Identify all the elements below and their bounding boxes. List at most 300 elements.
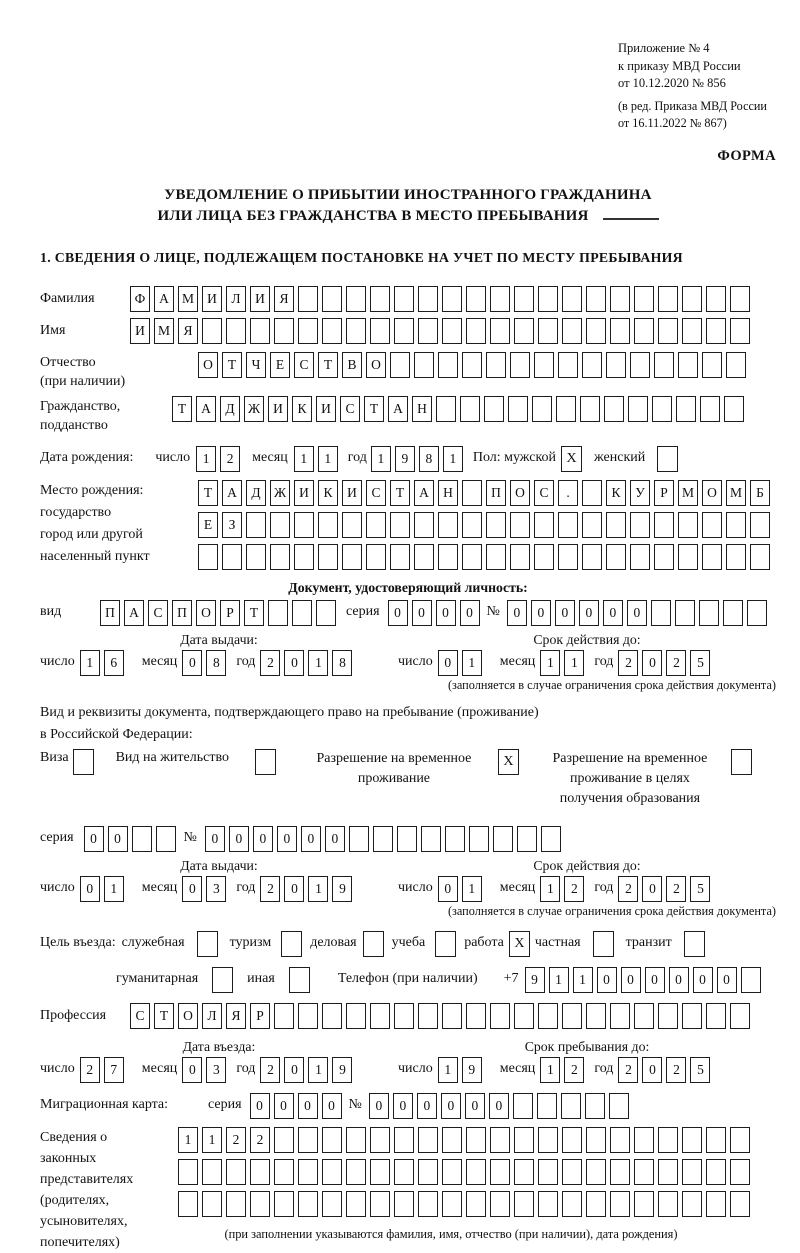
char-cell[interactable] <box>298 1003 318 1029</box>
char-cell[interactable]: Н <box>412 396 432 422</box>
char-cell[interactable]: Е <box>198 512 218 538</box>
char-cell[interactable]: 2 <box>250 1127 270 1153</box>
char-cell[interactable]: Т <box>154 1003 174 1029</box>
char-cell[interactable]: 2 <box>564 876 584 902</box>
char-cell[interactable] <box>586 286 606 312</box>
res-valid-month-cells[interactable] <box>540 876 588 902</box>
char-cell[interactable] <box>586 1003 606 1029</box>
char-cell[interactable] <box>202 1159 222 1185</box>
char-cell[interactable] <box>394 1159 414 1185</box>
representatives-cells-row3[interactable] <box>178 1191 754 1217</box>
char-cell[interactable] <box>442 1003 462 1029</box>
char-cell[interactable] <box>318 512 338 538</box>
birth-month-cells[interactable] <box>294 446 342 472</box>
char-cell[interactable] <box>538 1191 558 1217</box>
char-cell[interactable]: 0 <box>84 826 104 852</box>
char-cell[interactable] <box>702 512 722 538</box>
char-cell[interactable] <box>730 318 750 344</box>
char-cell[interactable]: 0 <box>436 600 456 626</box>
doc-number-cells[interactable] <box>507 600 771 626</box>
char-cell[interactable] <box>370 1191 390 1217</box>
char-cell[interactable] <box>490 318 510 344</box>
char-cell[interactable] <box>514 1003 534 1029</box>
char-cell[interactable]: 7 <box>104 1057 124 1083</box>
char-cell[interactable] <box>513 1093 533 1119</box>
char-cell[interactable]: 2 <box>260 876 280 902</box>
checkbox-temp-permit[interactable]: X <box>498 749 519 775</box>
char-cell[interactable]: 0 <box>531 600 551 626</box>
char-cell[interactable] <box>682 1159 702 1185</box>
char-cell[interactable] <box>349 826 369 852</box>
checkbox-purpose-humanitarian[interactable] <box>212 967 233 993</box>
char-cell[interactable] <box>585 1093 605 1119</box>
char-cell[interactable]: 0 <box>369 1093 389 1119</box>
char-cell[interactable] <box>490 1127 510 1153</box>
char-cell[interactable]: О <box>702 480 722 506</box>
char-cell[interactable] <box>724 396 744 422</box>
char-cell[interactable]: 0 <box>645 967 665 993</box>
char-cell[interactable] <box>346 286 366 312</box>
char-cell[interactable] <box>226 318 246 344</box>
char-cell[interactable] <box>634 1127 654 1153</box>
char-cell[interactable] <box>706 1191 726 1217</box>
char-cell[interactable] <box>445 826 465 852</box>
char-cell[interactable]: 2 <box>618 876 638 902</box>
char-cell[interactable] <box>682 286 702 312</box>
char-cell[interactable]: С <box>148 600 168 626</box>
char-cell[interactable] <box>514 1159 534 1185</box>
char-cell[interactable]: 0 <box>274 1093 294 1119</box>
char-cell[interactable] <box>558 544 578 570</box>
char-cell[interactable] <box>490 1003 510 1029</box>
char-cell[interactable] <box>418 318 438 344</box>
char-cell[interactable]: 9 <box>395 446 415 472</box>
char-cell[interactable]: 0 <box>465 1093 485 1119</box>
char-cell[interactable] <box>682 1003 702 1029</box>
char-cell[interactable] <box>418 1191 438 1217</box>
char-cell[interactable]: 6 <box>104 650 124 676</box>
char-cell[interactable] <box>342 544 362 570</box>
char-cell[interactable] <box>370 318 390 344</box>
char-cell[interactable]: 0 <box>205 826 225 852</box>
res-issue-month-cells[interactable] <box>182 876 230 902</box>
char-cell[interactable]: 1 <box>371 446 391 472</box>
char-cell[interactable] <box>366 512 386 538</box>
char-cell[interactable]: Я <box>226 1003 246 1029</box>
char-cell[interactable] <box>394 1191 414 1217</box>
char-cell[interactable]: 2 <box>220 446 240 472</box>
profession-cells[interactable] <box>130 1003 754 1029</box>
char-cell[interactable]: Д <box>220 396 240 422</box>
doc-series-cells[interactable] <box>388 600 484 626</box>
char-cell[interactable]: 1 <box>438 1057 458 1083</box>
char-cell[interactable] <box>202 1191 222 1217</box>
char-cell[interactable] <box>538 1159 558 1185</box>
char-cell[interactable] <box>397 826 417 852</box>
char-cell[interactable]: К <box>292 396 312 422</box>
char-cell[interactable] <box>534 512 554 538</box>
char-cell[interactable]: Б <box>750 480 770 506</box>
char-cell[interactable]: . <box>558 480 578 506</box>
char-cell[interactable]: 2 <box>618 1057 638 1083</box>
char-cell[interactable]: 0 <box>80 876 100 902</box>
char-cell[interactable] <box>706 1159 726 1185</box>
char-cell[interactable] <box>538 1003 558 1029</box>
char-cell[interactable]: А <box>154 286 174 312</box>
char-cell[interactable]: Т <box>222 352 242 378</box>
char-cell[interactable] <box>750 512 770 538</box>
char-cell[interactable]: И <box>342 480 362 506</box>
char-cell[interactable] <box>706 1127 726 1153</box>
char-cell[interactable] <box>486 352 506 378</box>
char-cell[interactable] <box>534 544 554 570</box>
representatives-cells-row2[interactable] <box>178 1159 754 1185</box>
char-cell[interactable]: 1 <box>178 1127 198 1153</box>
char-cell[interactable]: 0 <box>412 600 432 626</box>
char-cell[interactable] <box>250 1191 270 1217</box>
char-cell[interactable] <box>414 352 434 378</box>
char-cell[interactable] <box>658 1127 678 1153</box>
char-cell[interactable] <box>250 318 270 344</box>
char-cell[interactable] <box>178 1191 198 1217</box>
char-cell[interactable] <box>508 396 528 422</box>
char-cell[interactable]: Я <box>274 286 294 312</box>
char-cell[interactable] <box>702 544 722 570</box>
char-cell[interactable]: 1 <box>540 876 560 902</box>
char-cell[interactable] <box>390 352 410 378</box>
char-cell[interactable] <box>582 352 602 378</box>
char-cell[interactable]: 0 <box>417 1093 437 1119</box>
char-cell[interactable] <box>418 286 438 312</box>
char-cell[interactable] <box>586 1127 606 1153</box>
char-cell[interactable]: У <box>630 480 650 506</box>
char-cell[interactable]: 9 <box>525 967 545 993</box>
char-cell[interactable]: П <box>172 600 192 626</box>
doc-kind-cells[interactable] <box>100 600 340 626</box>
char-cell[interactable] <box>178 1159 198 1185</box>
char-cell[interactable] <box>274 1191 294 1217</box>
char-cell[interactable] <box>438 544 458 570</box>
birthplace-cells-row1[interactable] <box>198 480 774 506</box>
res-issue-day-cells[interactable] <box>80 876 128 902</box>
char-cell[interactable] <box>634 1191 654 1217</box>
char-cell[interactable] <box>582 544 602 570</box>
char-cell[interactable] <box>322 286 342 312</box>
char-cell[interactable]: 2 <box>80 1057 100 1083</box>
citizenship-cells[interactable] <box>172 396 748 422</box>
char-cell[interactable] <box>226 1159 246 1185</box>
char-cell[interactable] <box>342 512 362 538</box>
char-cell[interactable] <box>414 544 434 570</box>
char-cell[interactable] <box>246 544 266 570</box>
migration-series-cells[interactable] <box>250 1093 346 1119</box>
char-cell[interactable]: 1 <box>308 1057 328 1083</box>
char-cell[interactable]: 0 <box>642 876 662 902</box>
char-cell[interactable] <box>510 544 530 570</box>
char-cell[interactable]: 0 <box>298 1093 318 1119</box>
char-cell[interactable]: Т <box>198 480 218 506</box>
char-cell[interactable]: 0 <box>597 967 617 993</box>
char-cell[interactable] <box>562 286 582 312</box>
char-cell[interactable] <box>658 1191 678 1217</box>
char-cell[interactable]: 2 <box>666 876 686 902</box>
char-cell[interactable] <box>132 826 152 852</box>
char-cell[interactable] <box>541 826 561 852</box>
char-cell[interactable] <box>270 544 290 570</box>
char-cell[interactable] <box>298 286 318 312</box>
char-cell[interactable]: Р <box>654 480 674 506</box>
char-cell[interactable] <box>316 600 336 626</box>
char-cell[interactable] <box>198 544 218 570</box>
char-cell[interactable]: Д <box>246 480 266 506</box>
char-cell[interactable]: П <box>486 480 506 506</box>
char-cell[interactable]: 2 <box>666 650 686 676</box>
char-cell[interactable] <box>442 1127 462 1153</box>
char-cell[interactable] <box>562 1003 582 1029</box>
char-cell[interactable] <box>438 352 458 378</box>
char-cell[interactable] <box>610 1159 630 1185</box>
char-cell[interactable]: Л <box>226 286 246 312</box>
char-cell[interactable]: М <box>726 480 746 506</box>
char-cell[interactable] <box>322 1159 342 1185</box>
char-cell[interactable]: 1 <box>202 1127 222 1153</box>
char-cell[interactable]: Р <box>250 1003 270 1029</box>
residence-series-cells[interactable] <box>84 826 180 852</box>
char-cell[interactable] <box>274 1003 294 1029</box>
char-cell[interactable]: С <box>340 396 360 422</box>
char-cell[interactable]: 0 <box>388 600 408 626</box>
char-cell[interactable]: 9 <box>332 1057 352 1083</box>
char-cell[interactable] <box>654 544 674 570</box>
char-cell[interactable] <box>346 1003 366 1029</box>
char-cell[interactable] <box>534 352 554 378</box>
char-cell[interactable] <box>652 396 672 422</box>
char-cell[interactable] <box>630 512 650 538</box>
char-cell[interactable]: 0 <box>489 1093 509 1119</box>
char-cell[interactable]: 0 <box>627 600 647 626</box>
char-cell[interactable] <box>630 352 650 378</box>
checkbox-purpose-business[interactable] <box>363 931 384 957</box>
char-cell[interactable] <box>730 1127 750 1153</box>
char-cell[interactable] <box>723 600 743 626</box>
char-cell[interactable]: С <box>366 480 386 506</box>
phone-cells[interactable] <box>525 967 765 993</box>
char-cell[interactable]: 0 <box>284 876 304 902</box>
char-cell[interactable] <box>346 1127 366 1153</box>
char-cell[interactable] <box>510 512 530 538</box>
char-cell[interactable] <box>394 286 414 312</box>
char-cell[interactable] <box>156 826 176 852</box>
char-cell[interactable]: 0 <box>642 1057 662 1083</box>
char-cell[interactable] <box>538 1127 558 1153</box>
char-cell[interactable]: 0 <box>253 826 273 852</box>
char-cell[interactable]: А <box>388 396 408 422</box>
given-name-cells[interactable] <box>130 318 754 344</box>
char-cell[interactable] <box>682 1191 702 1217</box>
checkbox-residence-permit[interactable] <box>255 749 276 775</box>
char-cell[interactable]: Ж <box>270 480 290 506</box>
char-cell[interactable] <box>346 1191 366 1217</box>
char-cell[interactable] <box>394 1127 414 1153</box>
char-cell[interactable]: Т <box>244 600 264 626</box>
checkbox-purpose-private[interactable] <box>593 931 614 957</box>
char-cell[interactable] <box>436 396 456 422</box>
char-cell[interactable]: 0 <box>669 967 689 993</box>
char-cell[interactable] <box>634 1159 654 1185</box>
char-cell[interactable]: Ф <box>130 286 150 312</box>
char-cell[interactable]: 0 <box>693 967 713 993</box>
char-cell[interactable]: Т <box>172 396 192 422</box>
issue-month-cells[interactable] <box>182 650 230 676</box>
char-cell[interactable]: 0 <box>182 1057 202 1083</box>
char-cell[interactable]: 0 <box>277 826 297 852</box>
char-cell[interactable] <box>634 318 654 344</box>
issue-day-cells[interactable] <box>80 650 128 676</box>
char-cell[interactable]: 0 <box>393 1093 413 1119</box>
checkbox-purpose-work[interactable]: X <box>509 931 530 957</box>
char-cell[interactable] <box>658 318 678 344</box>
patronymic-cells[interactable] <box>198 352 750 378</box>
char-cell[interactable]: С <box>130 1003 150 1029</box>
char-cell[interactable] <box>678 544 698 570</box>
char-cell[interactable]: 1 <box>549 967 569 993</box>
char-cell[interactable]: 0 <box>441 1093 461 1119</box>
char-cell[interactable]: О <box>198 352 218 378</box>
char-cell[interactable] <box>493 826 513 852</box>
char-cell[interactable] <box>421 826 441 852</box>
char-cell[interactable] <box>514 318 534 344</box>
migration-number-cells[interactable] <box>369 1093 633 1119</box>
char-cell[interactable] <box>606 544 626 570</box>
char-cell[interactable] <box>700 396 720 422</box>
char-cell[interactable]: 1 <box>462 876 482 902</box>
char-cell[interactable] <box>610 1127 630 1153</box>
checkbox-temp-permit-edu[interactable] <box>731 749 752 775</box>
char-cell[interactable] <box>462 512 482 538</box>
char-cell[interactable] <box>730 286 750 312</box>
char-cell[interactable] <box>580 396 600 422</box>
char-cell[interactable] <box>562 1127 582 1153</box>
char-cell[interactable] <box>274 1127 294 1153</box>
char-cell[interactable] <box>466 1003 486 1029</box>
char-cell[interactable] <box>270 512 290 538</box>
birth-year-cells[interactable] <box>371 446 467 472</box>
valid-month-cells[interactable] <box>540 650 588 676</box>
char-cell[interactable] <box>682 318 702 344</box>
char-cell[interactable]: 0 <box>325 826 345 852</box>
res-valid-day-cells[interactable] <box>438 876 486 902</box>
char-cell[interactable] <box>654 352 674 378</box>
char-cell[interactable] <box>442 1159 462 1185</box>
char-cell[interactable]: 0 <box>579 600 599 626</box>
valid-year-cells[interactable] <box>618 650 714 676</box>
char-cell[interactable] <box>490 1159 510 1185</box>
char-cell[interactable] <box>466 286 486 312</box>
char-cell[interactable]: 1 <box>308 650 328 676</box>
char-cell[interactable] <box>610 286 630 312</box>
char-cell[interactable] <box>370 1127 390 1153</box>
char-cell[interactable]: А <box>414 480 434 506</box>
char-cell[interactable] <box>298 1127 318 1153</box>
char-cell[interactable]: 0 <box>229 826 249 852</box>
char-cell[interactable] <box>490 1191 510 1217</box>
char-cell[interactable] <box>268 600 288 626</box>
char-cell[interactable] <box>582 480 602 506</box>
char-cell[interactable]: 2 <box>564 1057 584 1083</box>
char-cell[interactable] <box>610 1003 630 1029</box>
char-cell[interactable] <box>322 318 342 344</box>
char-cell[interactable] <box>373 826 393 852</box>
char-cell[interactable] <box>298 318 318 344</box>
char-cell[interactable]: 0 <box>322 1093 342 1119</box>
char-cell[interactable]: А <box>196 396 216 422</box>
char-cell[interactable]: 0 <box>603 600 623 626</box>
char-cell[interactable]: 1 <box>443 446 463 472</box>
char-cell[interactable] <box>394 1003 414 1029</box>
birth-day-cells[interactable] <box>196 446 244 472</box>
char-cell[interactable] <box>514 1191 534 1217</box>
char-cell[interactable]: О <box>366 352 386 378</box>
char-cell[interactable] <box>682 1127 702 1153</box>
char-cell[interactable] <box>466 1127 486 1153</box>
char-cell[interactable]: 1 <box>462 650 482 676</box>
char-cell[interactable] <box>537 1093 557 1119</box>
stay-year-cells[interactable] <box>618 1057 714 1083</box>
char-cell[interactable]: И <box>130 318 150 344</box>
char-cell[interactable] <box>651 600 671 626</box>
char-cell[interactable]: Т <box>390 480 410 506</box>
valid-day-cells[interactable] <box>438 650 486 676</box>
char-cell[interactable] <box>654 512 674 538</box>
char-cell[interactable]: К <box>318 480 338 506</box>
char-cell[interactable] <box>586 1159 606 1185</box>
char-cell[interactable] <box>606 512 626 538</box>
char-cell[interactable] <box>699 600 719 626</box>
char-cell[interactable] <box>634 1003 654 1029</box>
char-cell[interactable] <box>370 286 390 312</box>
char-cell[interactable] <box>460 396 480 422</box>
char-cell[interactable] <box>562 318 582 344</box>
char-cell[interactable] <box>442 318 462 344</box>
char-cell[interactable]: 2 <box>260 650 280 676</box>
char-cell[interactable] <box>469 826 489 852</box>
char-cell[interactable] <box>414 512 434 538</box>
char-cell[interactable]: 1 <box>196 446 216 472</box>
representatives-cells-row1[interactable] <box>178 1127 754 1153</box>
char-cell[interactable] <box>628 396 648 422</box>
char-cell[interactable]: 0 <box>284 650 304 676</box>
char-cell[interactable] <box>706 318 726 344</box>
char-cell[interactable]: Т <box>364 396 384 422</box>
char-cell[interactable] <box>298 1159 318 1185</box>
char-cell[interactable] <box>610 318 630 344</box>
char-cell[interactable]: К <box>606 480 626 506</box>
char-cell[interactable] <box>658 286 678 312</box>
char-cell[interactable] <box>658 1159 678 1185</box>
char-cell[interactable] <box>390 544 410 570</box>
char-cell[interactable] <box>318 544 338 570</box>
checkbox-sex-male[interactable]: X <box>561 446 582 472</box>
char-cell[interactable] <box>514 286 534 312</box>
char-cell[interactable]: 8 <box>206 650 226 676</box>
char-cell[interactable] <box>730 1003 750 1029</box>
char-cell[interactable]: 1 <box>80 650 100 676</box>
char-cell[interactable] <box>562 1159 582 1185</box>
issue-year-cells[interactable] <box>260 650 356 676</box>
char-cell[interactable] <box>346 1159 366 1185</box>
char-cell[interactable] <box>418 1003 438 1029</box>
char-cell[interactable] <box>418 1159 438 1185</box>
